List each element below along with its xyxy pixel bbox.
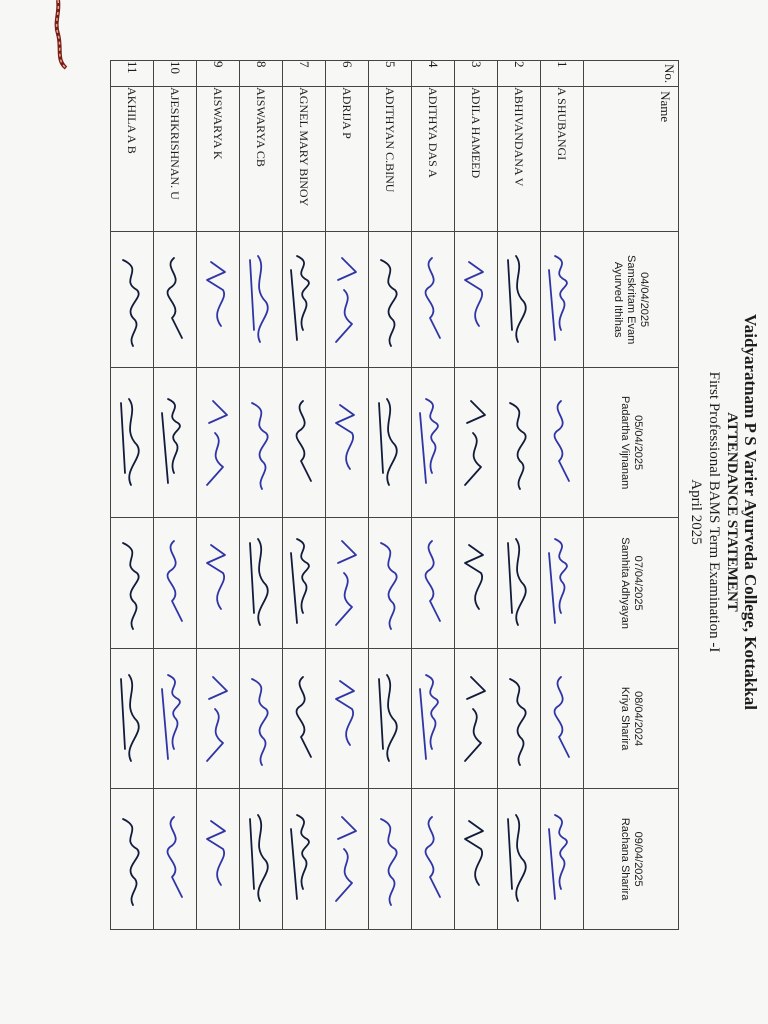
signature-cell	[154, 232, 197, 368]
signature-cell	[541, 789, 584, 930]
handwritten-signature	[502, 533, 536, 633]
handwritten-signature	[459, 533, 493, 633]
exam-date: 08/04/2024	[632, 691, 644, 747]
handwritten-signature	[287, 393, 321, 493]
signature-cell	[412, 368, 455, 518]
signature-cell	[197, 518, 240, 649]
table-row	[197, 61, 240, 930]
student-name: AGNEL MARY BINOY	[283, 87, 326, 232]
signature-cell	[111, 518, 154, 649]
handwritten-signature	[330, 533, 364, 633]
student-name: ABHIVANDANA V	[498, 87, 541, 232]
handwritten-signature	[330, 393, 364, 493]
handwritten-signature	[545, 250, 579, 350]
exam-header	[584, 789, 679, 930]
signature-cell	[326, 649, 369, 789]
handwritten-signature	[201, 533, 235, 633]
signature-cell	[498, 368, 541, 518]
handwritten-signature	[502, 669, 536, 769]
handwritten-signature	[115, 393, 149, 493]
signature-cell	[111, 789, 154, 930]
signature-cell	[455, 368, 498, 518]
row-number: 10	[154, 61, 197, 87]
exam-date: 04/04/2025	[638, 272, 651, 328]
signature-cell	[154, 368, 197, 518]
signature-cell	[412, 232, 455, 368]
signature-cell	[541, 649, 584, 789]
handwritten-signature	[373, 809, 407, 909]
handwritten-signature	[373, 393, 407, 493]
signature-cell	[240, 232, 283, 368]
attendance-table	[110, 60, 679, 930]
handwritten-signature	[201, 393, 235, 493]
signature-cell	[541, 368, 584, 518]
table-row	[240, 61, 283, 930]
signature-cell	[326, 368, 369, 518]
signature-cell	[369, 518, 412, 649]
handwritten-signature	[416, 533, 450, 633]
signature-cell	[541, 232, 584, 368]
exam-subject-line2: Ayurved Ithihas	[612, 261, 625, 338]
handwritten-signature	[115, 809, 149, 909]
signature-cell	[326, 232, 369, 368]
signature-cell	[283, 789, 326, 930]
signature-cell	[412, 518, 455, 649]
signature-cell	[240, 518, 283, 649]
row-number: 9	[197, 61, 240, 87]
handwritten-signature	[158, 393, 192, 493]
handwritten-signature	[502, 809, 536, 909]
row-number: 3	[455, 61, 498, 87]
handwritten-signature	[330, 669, 364, 769]
handwritten-signature	[244, 250, 278, 350]
table-row	[369, 61, 412, 930]
handwritten-signature	[244, 393, 278, 493]
signature-cell	[240, 368, 283, 518]
table-row	[412, 61, 455, 930]
handwritten-signature	[244, 533, 278, 633]
handwritten-signature	[459, 393, 493, 493]
signature-cell	[240, 649, 283, 789]
row-number: 4	[412, 61, 455, 87]
handwritten-signature	[416, 669, 450, 769]
handwritten-signature	[330, 809, 364, 909]
signature-cell	[412, 789, 455, 930]
signature-cell	[455, 789, 498, 930]
binding-thread	[0, 0, 80, 70]
handwritten-signature	[459, 809, 493, 909]
signature-cell	[240, 789, 283, 930]
student-name: A SHUBANGI	[541, 87, 584, 232]
signature-cell	[369, 232, 412, 368]
handwritten-signature	[545, 393, 579, 493]
signature-cell	[154, 518, 197, 649]
handwritten-signature	[287, 809, 321, 909]
signature-cell	[283, 518, 326, 649]
handwritten-signature	[502, 393, 536, 493]
signature-cell	[412, 649, 455, 789]
exam-period: April 2025	[688, 479, 704, 545]
signature-cell	[369, 789, 412, 930]
handwritten-signature	[115, 250, 149, 350]
handwritten-signature	[502, 250, 536, 350]
row-number: 1	[541, 61, 584, 87]
signature-cell	[455, 649, 498, 789]
handwritten-signature	[158, 669, 192, 769]
student-name: ADITHYA DAS A	[412, 87, 455, 232]
signature-cell	[498, 518, 541, 649]
exam-date: 07/04/2025	[632, 555, 644, 611]
exam-title: First Professional BAMS Term Examination -I	[706, 371, 722, 653]
exam-subject: Samhita Adhyayan	[619, 537, 631, 629]
table-row	[283, 61, 326, 930]
signature-cell	[369, 368, 412, 518]
signature-cell	[197, 789, 240, 930]
statement-title: ATTENDANCE STATEMENT	[724, 412, 740, 612]
table-row	[154, 61, 197, 930]
row-number: 5	[369, 61, 412, 87]
row-number: 2	[498, 61, 541, 87]
student-name: AISWARYA CB	[240, 87, 283, 232]
student-name: ADITHYAN C.BINU	[369, 87, 412, 232]
signature-cell	[283, 649, 326, 789]
handwritten-signature	[330, 250, 364, 350]
handwritten-signature	[459, 250, 493, 350]
row-number: 7	[283, 61, 326, 87]
table-body	[111, 61, 584, 930]
handwritten-signature	[545, 669, 579, 769]
handwritten-signature	[373, 533, 407, 633]
student-name: ADILA HAMEED	[455, 87, 498, 232]
handwritten-signature	[115, 669, 149, 769]
handwritten-signature	[201, 809, 235, 909]
handwritten-signature	[545, 809, 579, 909]
signature-cell	[326, 518, 369, 649]
table-row	[541, 61, 584, 930]
signature-cell	[111, 649, 154, 789]
signature-cell	[283, 368, 326, 518]
exam-header	[584, 232, 679, 368]
signature-cell	[111, 368, 154, 518]
signature-cell	[455, 518, 498, 649]
table-row	[326, 61, 369, 930]
signature-cell	[498, 649, 541, 789]
handwritten-signature	[287, 669, 321, 769]
student-name: AJESHKRISHNAN. U	[154, 87, 197, 232]
row-number: 6	[326, 61, 369, 87]
signature-cell	[283, 232, 326, 368]
exam-subject: Padartha Vijnanam	[619, 395, 631, 490]
handwritten-signature	[459, 669, 493, 769]
exam-header	[584, 649, 679, 789]
signature-cell	[498, 789, 541, 930]
exam-header	[584, 518, 679, 649]
student-name: AISWARYA K	[197, 87, 240, 232]
signature-cell	[197, 649, 240, 789]
handwritten-signature	[545, 533, 579, 633]
table-row	[111, 61, 154, 930]
handwritten-signature	[416, 393, 450, 493]
exam-header	[584, 368, 679, 518]
exam-date: 09/04/2025	[632, 831, 644, 887]
handwritten-signature	[287, 533, 321, 633]
handwritten-signature	[201, 250, 235, 350]
handwritten-signature	[158, 250, 192, 350]
exam-subject: Kriya Sharira	[619, 686, 631, 751]
signature-cell	[541, 518, 584, 649]
student-name: ADRIJA P	[326, 87, 369, 232]
handwritten-signature	[244, 669, 278, 769]
header-row	[584, 61, 679, 930]
handwritten-signature	[158, 809, 192, 909]
row-number: 11	[111, 61, 154, 87]
no-column-header: No.	[584, 61, 679, 87]
handwritten-signature	[201, 669, 235, 769]
college-title: Vaidyaratnam P S Varier Ayurveda College, Kottakkal	[741, 314, 760, 710]
signature-cell	[197, 232, 240, 368]
handwritten-signature	[416, 250, 450, 350]
handwritten-signature	[373, 669, 407, 769]
signature-cell	[154, 649, 197, 789]
signature-cell	[455, 232, 498, 368]
handwritten-signature	[287, 250, 321, 350]
signature-cell	[369, 649, 412, 789]
student-name: AKHILA A B	[111, 87, 154, 232]
signature-cell	[498, 232, 541, 368]
table-row	[455, 61, 498, 930]
exam-subject: Rachana Sharira	[619, 817, 631, 901]
handwritten-signature	[244, 809, 278, 909]
row-number: 8	[240, 61, 283, 87]
handwritten-signature	[416, 809, 450, 909]
signature-cell	[111, 232, 154, 368]
signature-cell	[154, 789, 197, 930]
signature-cell	[326, 789, 369, 930]
name-column-header: Name	[584, 87, 679, 232]
exam-date: 05/04/2025	[632, 415, 644, 471]
handwritten-signature	[158, 533, 192, 633]
signature-cell	[197, 368, 240, 518]
handwritten-signature	[115, 533, 149, 633]
handwritten-signature	[373, 250, 407, 350]
table-row	[498, 61, 541, 930]
exam-subject: Samskritam Evam	[625, 255, 638, 345]
